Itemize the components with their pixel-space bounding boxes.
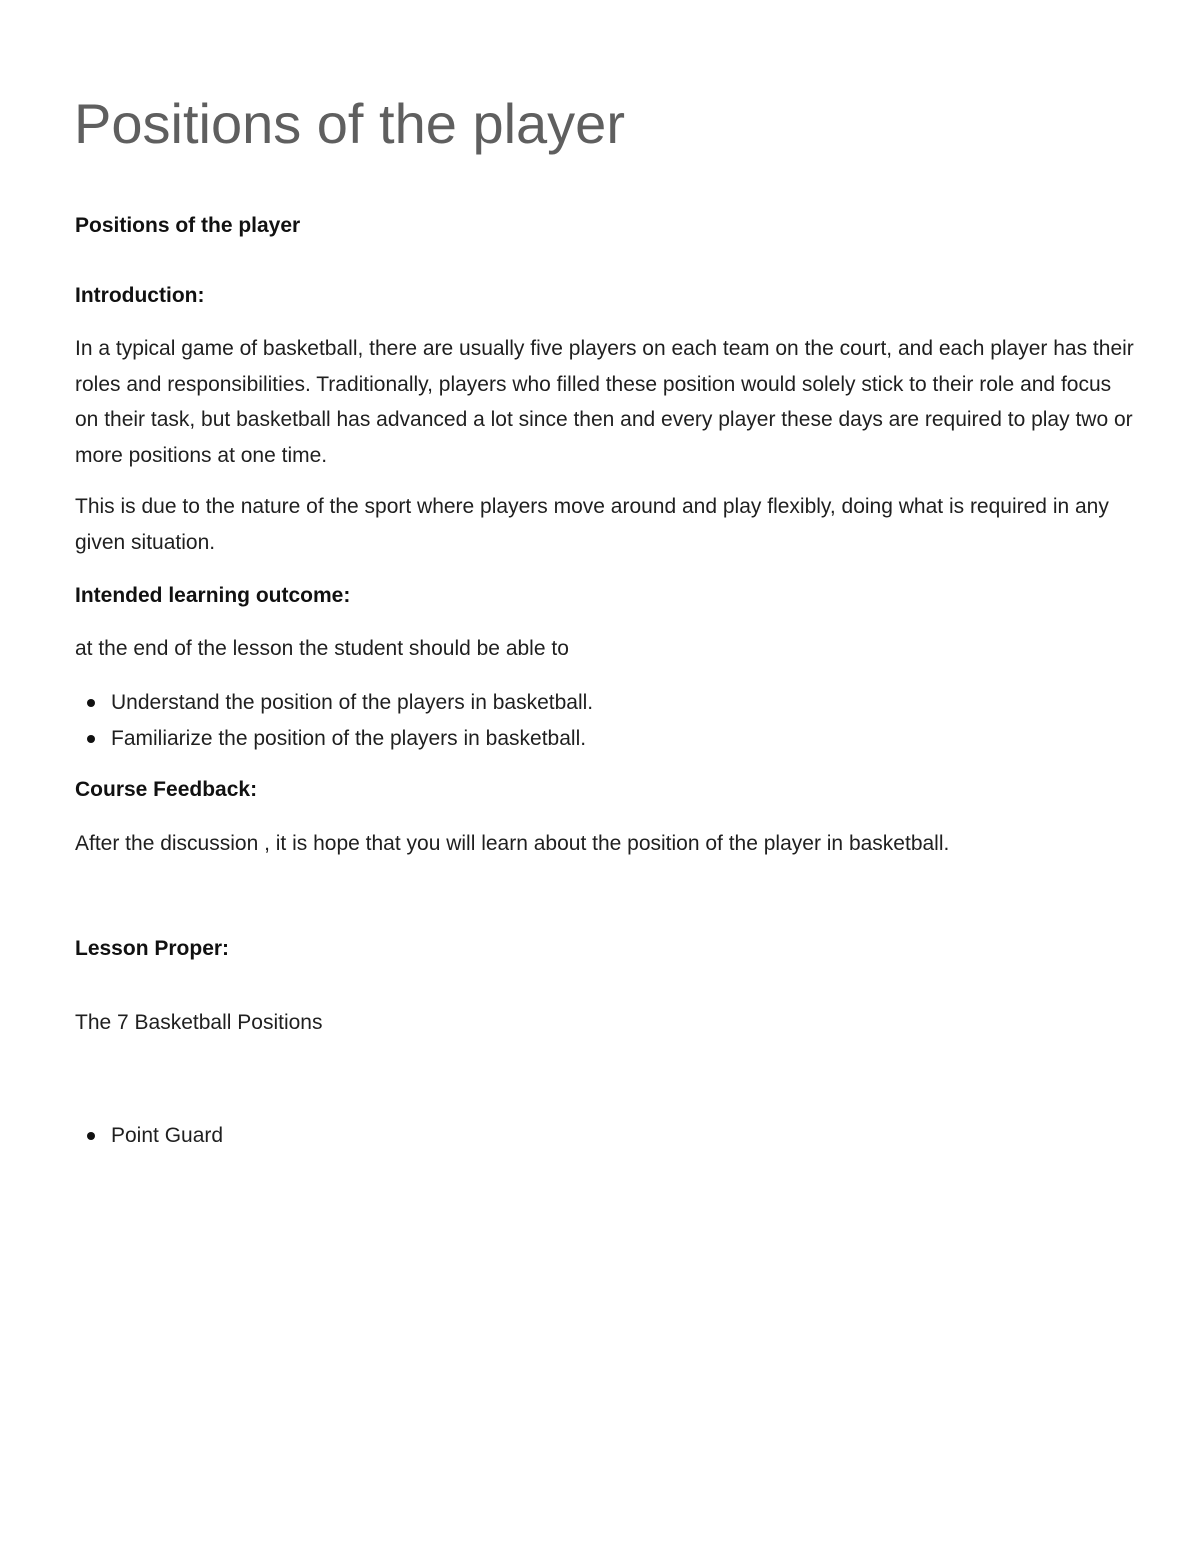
list-item-text: Familiarize the position of the players in basketball. bbox=[111, 726, 587, 750]
bullet-icon bbox=[87, 1132, 95, 1140]
lesson-proper-subheading: The 7 Basketball Positions bbox=[75, 1011, 323, 1034]
bullet-icon bbox=[87, 699, 95, 707]
course-feedback-text: After the discussion , it is hope that you will learn about the position of the player in basketball. bbox=[75, 832, 950, 855]
document-subtitle: Positions of the player bbox=[75, 214, 301, 237]
list-item bbox=[75, 1118, 223, 1154]
lesson-proper-heading: Lesson Proper: bbox=[75, 937, 230, 960]
page-title: Positions of the player bbox=[74, 92, 625, 155]
bullet-icon bbox=[87, 735, 95, 743]
list-item-text: Understand the position of the players in basketball. bbox=[111, 691, 594, 714]
introduction-paragraph-2: This is due to the nature of the sport where players move around and play flexibly, doing what is required in any given situation. bbox=[75, 495, 1109, 554]
introduction-heading: Introduction: bbox=[75, 284, 205, 307]
learning-outcome-heading: Intended learning outcome: bbox=[75, 584, 351, 607]
lesson-proper-list bbox=[75, 1118, 223, 1154]
course-feedback-heading: Course Feedback: bbox=[75, 778, 258, 801]
learning-outcome-lead: at the end of the lesson the student should be able to bbox=[75, 637, 569, 660]
list-item bbox=[75, 685, 593, 721]
list-item-text: Point Guard bbox=[111, 1124, 224, 1147]
learning-outcome-list bbox=[75, 685, 593, 756]
list-item bbox=[75, 721, 593, 757]
introduction-paragraph-1: In a typical game of basketball, there are usually five players on each team on the court, and each player has their roles and responsibilities. Traditionally, players who filled these position would solely stick to their role and focus on their task, but basketball has advanced a lot since then and every player these days are required to play two or more positions at one time. bbox=[75, 337, 1134, 467]
